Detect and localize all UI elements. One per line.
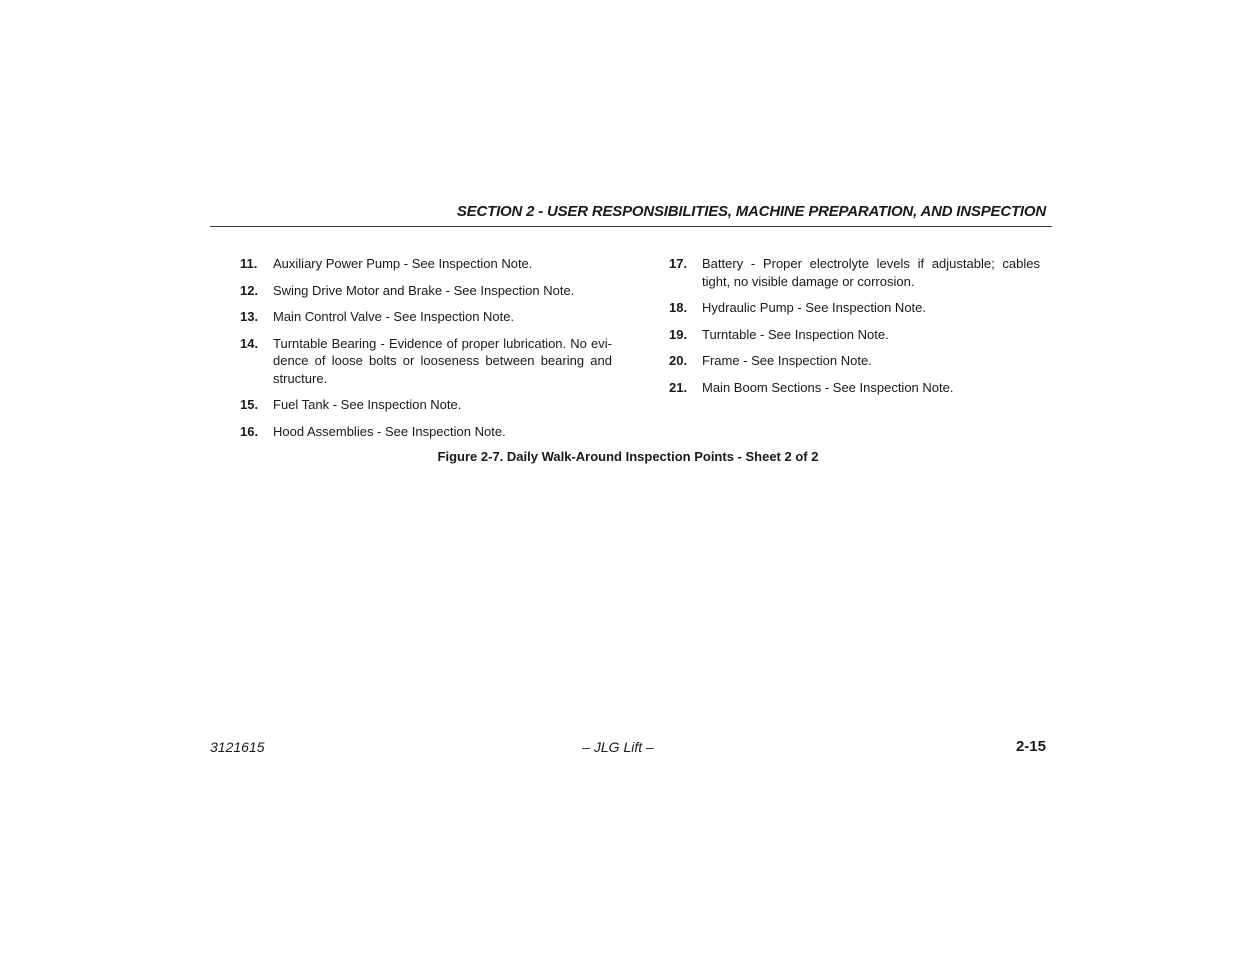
item-text: Fuel Tank - See Inspection Note.: [273, 397, 462, 412]
footer-brand: – JLG Lift –: [582, 739, 654, 755]
item-text: Hood Assemblies - See Inspection Note.: [273, 423, 506, 439]
list-item: [240, 282, 612, 300]
item-text: Turntable Bearing - Evidence of proper lubrication. No evi-dence of loose bolts or looseness between bearing and structure.: [273, 335, 612, 386]
item-number: 21.: [669, 379, 688, 395]
inspection-list-right: [669, 255, 1040, 405]
item-text: Auxiliary Power Pump - See Inspection Note.: [273, 256, 533, 271]
item-text: Main Boom Sections - See Inspection Note.: [702, 379, 954, 395]
inspection-list-left: [240, 255, 612, 449]
list-item: [669, 255, 1040, 290]
document-number: 3121615: [210, 739, 265, 755]
list-item: [240, 396, 612, 414]
item-number: 19.: [669, 326, 688, 342]
item-text: Main Control Valve - See Inspection Note.: [273, 309, 515, 324]
item-number: 18.: [669, 300, 688, 315]
item-text: Battery - Proper electrolyte levels if adjustable; cables tight, no visible damage or corrosion.: [702, 256, 1040, 289]
section-title: SECTION 2 - USER RESPONSIBILITIES, MACHINE PREPARATION, AND INSPECTION: [456, 203, 1046, 220]
item-number: 12.: [240, 282, 259, 298]
item-number: 14.: [240, 335, 259, 351]
item-text: Turntable - See Inspection Note.: [702, 326, 889, 342]
item-number: 20.: [669, 353, 688, 368]
header-divider: [210, 226, 1052, 227]
item-text: Hydraulic Pump - See Inspection Note.: [702, 300, 926, 315]
item-number: 15.: [240, 397, 259, 412]
item-number: 16.: [240, 423, 259, 439]
item-number: 17.: [669, 256, 688, 271]
list-item: [669, 326, 1040, 344]
item-number: 13.: [240, 309, 259, 324]
item-number: 11.: [240, 256, 258, 271]
figure-caption: Figure 2-7. Daily Walk-Around Inspection Points - Sheet 2 of 2: [437, 449, 819, 464]
list-item: [240, 335, 612, 388]
page-number: 2-15: [1015, 738, 1046, 755]
list-item: [240, 308, 612, 326]
list-item: [669, 379, 1040, 397]
list-item: [669, 352, 1040, 370]
list-item: [240, 255, 612, 273]
item-text: Frame - See Inspection Note.: [702, 353, 872, 368]
item-text: Swing Drive Motor and Brake - See Inspection Note.: [273, 282, 575, 298]
list-item: [240, 423, 612, 441]
list-item: [669, 299, 1040, 317]
